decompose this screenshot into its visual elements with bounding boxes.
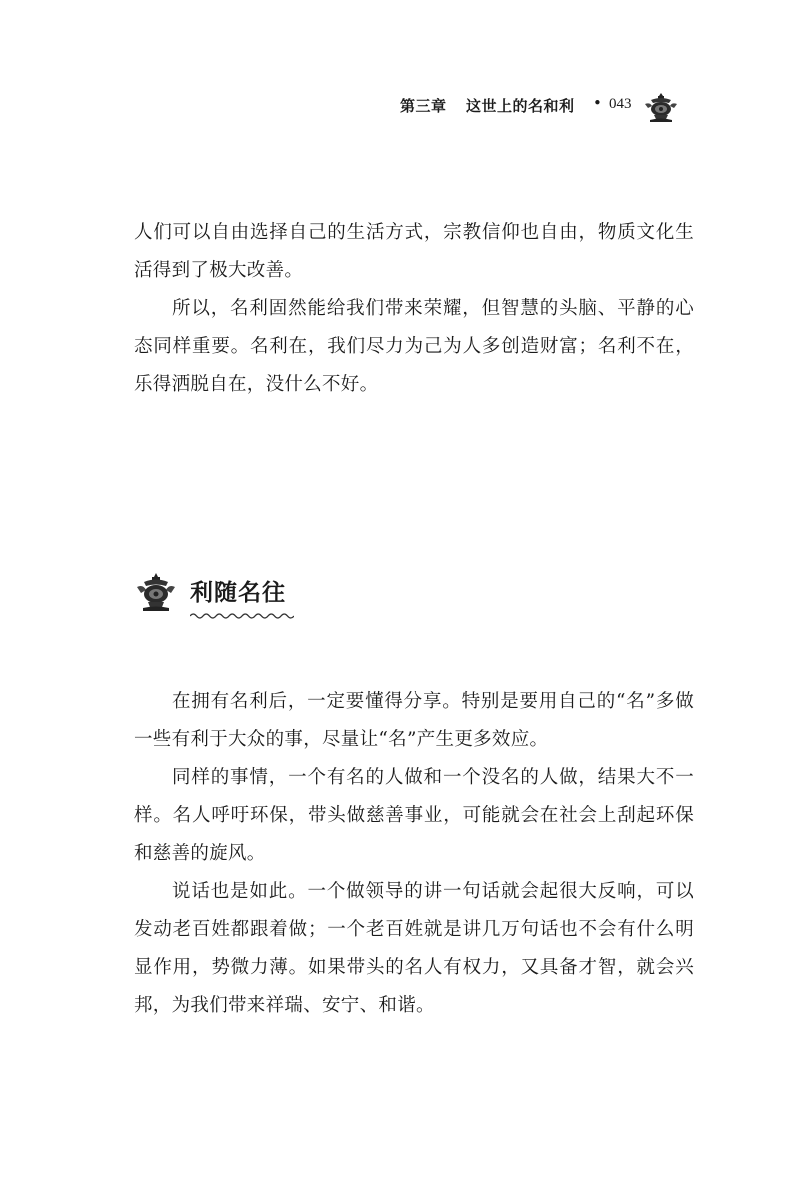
ornate-vase-emblem-icon: [642, 92, 680, 124]
paragraph: 所以，名利固然能给我们带来荣耀，但智慧的头脑、平静的心态同样重要。名利在，我们尽力为己为人多创造财富；名利不在，乐得洒脱自在，没什么不好。: [134, 298, 694, 395]
paragraph: 同样的事情，一个有名的人做和一个没名的人做，结果大不一样。名人呼吁环保，带头做慈善事业，可能就会在社会上刮起环保和慈善的旋风。: [134, 767, 694, 864]
chapter-label: 第三章: [400, 97, 447, 115]
section-header: [134, 568, 434, 632]
ornate-vase-emblem-icon: [134, 572, 178, 614]
chapter-title: 这世上的名和利: [466, 97, 575, 115]
page-number: 043: [609, 96, 632, 112]
paragraph: 在拥有名利后，一定要懂得分享。特别是要用自己的“名”多做一些有利于大众的事，尽量让“名”产生更多效应。: [134, 691, 694, 750]
bullet-separator: •: [593, 94, 602, 112]
section-title: 利随名往: [190, 580, 286, 606]
running-head: [0, 92, 794, 124]
text-block-top: [134, 214, 694, 404]
paragraph: 说话也是如此。一个做领导的讲一句话就会起很大反响，可以发动老百姓都跟着做；一个老百姓就是讲几万句话也不会有什么明显作用，势微力薄。如果带头的名人有权力，又具备才智，就会兴邦，为我们带来祥瑞、安宁、和谐。: [134, 881, 694, 1016]
text-block-section: [134, 683, 694, 1025]
wavy-underline: [190, 612, 294, 620]
paragraph: 人们可以自由选择自己的生活方式，宗教信仰也自由，物质文化生活得到了极大改善。: [134, 222, 694, 281]
